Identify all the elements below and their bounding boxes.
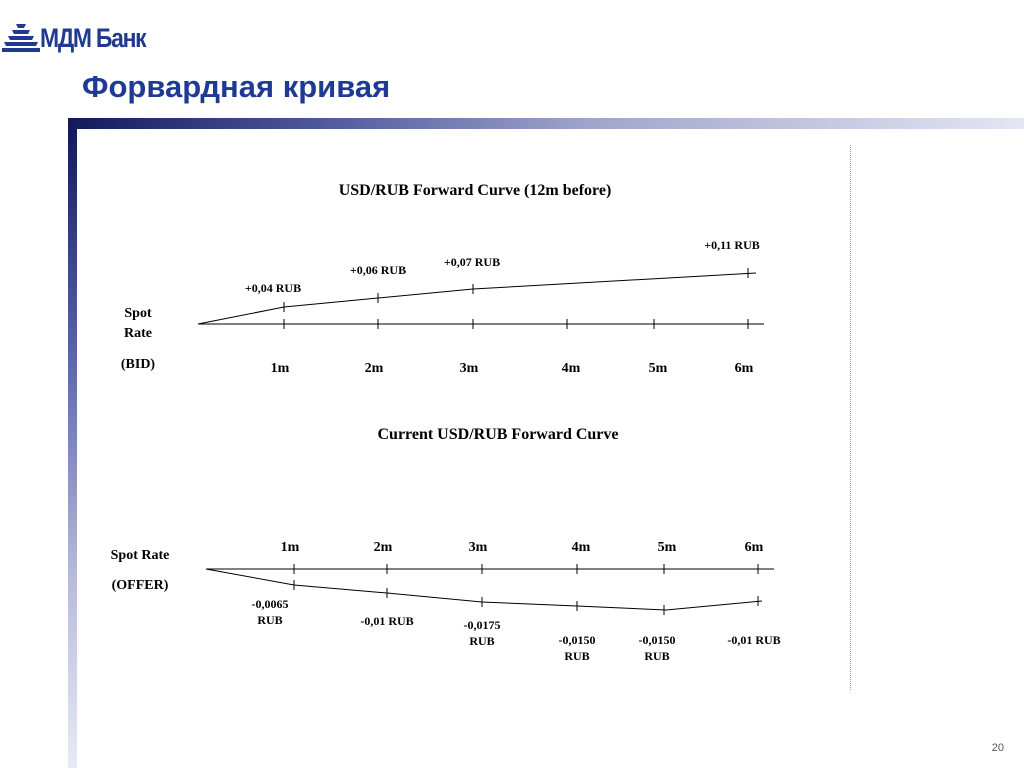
chart-2-side-label-spot-rate: Spot Rate — [110, 548, 170, 563]
chart-1-category-label-5m: 5m — [648, 361, 668, 376]
chart-1-category-label-4m: 4m — [561, 361, 581, 376]
chart-2-value-label-5m: RUB — [644, 649, 670, 663]
chart-2-title: Current USD/RUB Forward Curve — [377, 426, 619, 443]
chart-1-category-label-6m: 6m — [734, 361, 754, 376]
chart-1-category-label-1m: 1m — [270, 361, 290, 376]
chart-2-value-label-4m: -0,0150 — [558, 633, 596, 647]
chart-1-title: USD/RUB Forward Curve (12m before) — [338, 182, 612, 199]
chart-1-side-label-rate: Rate — [124, 326, 152, 341]
chart-1-value-label-3m: +0,07 RUB — [443, 255, 501, 269]
chart-2-category-label-6m: 6m — [744, 540, 764, 555]
chart-2-curve-line — [206, 569, 762, 610]
chart-1-value-label-6m: +0,11 RUB — [704, 238, 760, 252]
chart-2-value-label-3m: -0,0175 — [463, 618, 501, 632]
chart-2-category-label-2m: 2m — [373, 540, 393, 555]
chart-2-category-label-4m: 4m — [571, 540, 591, 555]
chart-2-side-label-offer: (OFFER) — [111, 578, 169, 593]
chart-2-value-label-1m: -0,0065 — [251, 597, 289, 611]
chart-2-category-label-3m: 3m — [468, 540, 488, 555]
chart-2-value-label-2m: -0,01 RUB — [360, 614, 414, 628]
chart-1-side-label-spot: Spot — [124, 306, 152, 321]
chart-1-value-label-1m: +0,04 RUB — [244, 281, 302, 295]
chart-1-category-label-2m: 2m — [364, 361, 384, 376]
page-number: 20 — [991, 742, 1004, 754]
chart-2-category-label-1m: 1m — [280, 540, 300, 555]
chart-2-value-label-3m: RUB — [469, 634, 495, 648]
page-title: Форвардная кривая — [82, 69, 391, 104]
chart-2-category-label-5m: 5m — [657, 540, 677, 555]
chart-2-value-label-6m: -0,01 RUB — [727, 633, 781, 647]
chart-1-side-label-bid: (BID) — [120, 357, 156, 372]
chart-1-value-label-2m: +0,06 RUB — [349, 263, 407, 277]
chart-1-category-label-3m: 3m — [459, 361, 479, 376]
chart-2-value-label-4m: RUB — [564, 649, 590, 663]
chart-2-value-label-1m: RUB — [257, 613, 283, 627]
chart-2-value-label-5m: -0,0150 — [638, 633, 676, 647]
logo-text: МДМ Банк — [40, 23, 146, 53]
